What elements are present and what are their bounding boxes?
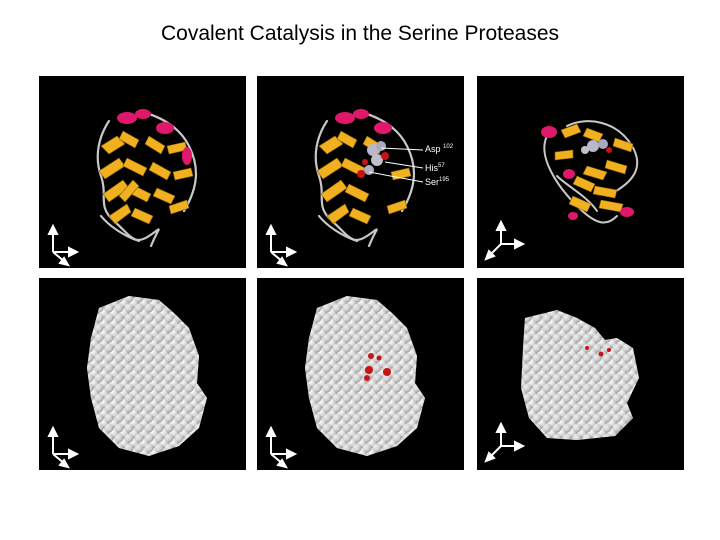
protein-surface	[521, 310, 639, 440]
ribbon-structure-3	[477, 76, 684, 268]
axes-icon	[267, 428, 295, 467]
his-label: His$^{57}$	[425, 163, 445, 173]
ribbon-panel-3	[477, 76, 684, 268]
spacefill-structure-3	[477, 278, 684, 470]
ser-label: Ser$^{195}$	[425, 177, 450, 187]
catalytic-triad-atoms	[581, 139, 612, 154]
ribbon-panel-2	[257, 76, 464, 268]
asp-label: Asp $^{102}$	[425, 144, 454, 154]
ribbon-structure-1	[39, 76, 246, 268]
spacefill-panel-3	[477, 278, 684, 470]
ribbon-structure-2	[257, 76, 464, 268]
residue-labels	[425, 144, 454, 187]
protein-surface	[87, 296, 207, 456]
axes-icon	[49, 428, 77, 467]
ribbon-panel-1	[39, 76, 246, 268]
spacefill-panel-1	[39, 278, 246, 470]
spacefill-structure-2	[257, 278, 464, 470]
axes-icon	[267, 226, 295, 265]
beta-strands	[99, 131, 193, 224]
beta-strands	[555, 124, 633, 212]
axes-icon	[49, 226, 77, 265]
spacefill-panel-2	[257, 278, 464, 470]
axes-icon	[486, 222, 523, 259]
spacefill-structure-1	[39, 278, 246, 470]
axes-icon	[486, 424, 523, 461]
slide-title: Covalent Catalysis in the Serine Proteases	[160, 22, 560, 45]
